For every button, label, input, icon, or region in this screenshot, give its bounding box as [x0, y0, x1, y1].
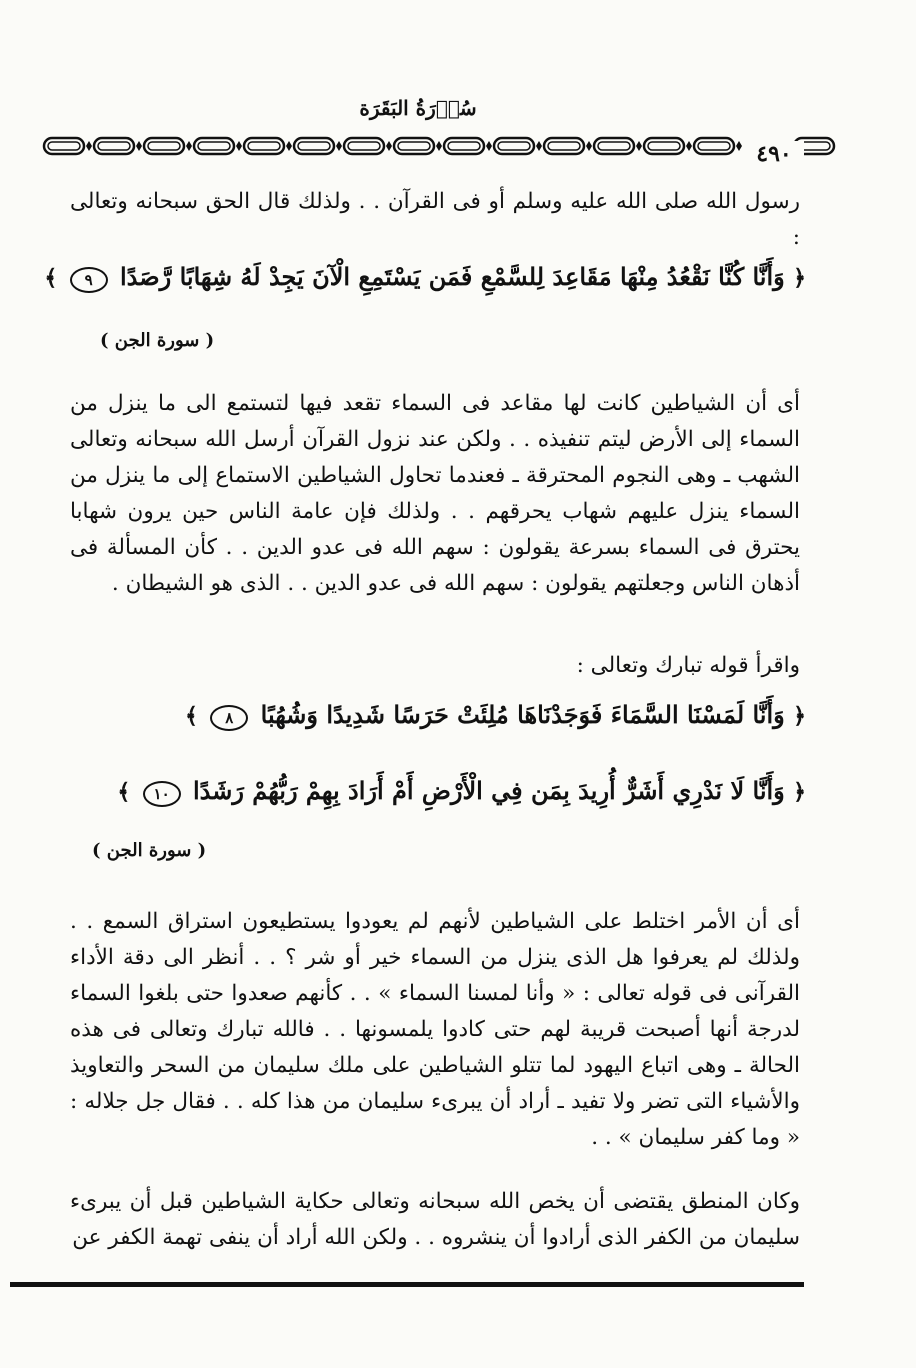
surah-reference: ( سورة الجن ): [92, 840, 207, 861]
verse-number: ٩: [70, 267, 108, 293]
verse-close-mark: ﴾: [185, 703, 198, 729]
verse-open-mark: ﴿: [793, 779, 806, 805]
surah-reference: ( سورة الجن ): [100, 330, 215, 351]
verse-text: وَأَنَّا لَمَسْنَا السَّمَاءَ فَوَجَدْنَاهَا مُلِئَتْ حَرَسًا شَدِيدًا وَشُهُبًا: [260, 700, 785, 729]
verse-block-1: [44, 262, 806, 293]
decorative-chain-border: [40, 128, 836, 164]
read-line: واقرأ قوله تبارك وتعالى :: [576, 653, 800, 678]
verse-block-3: [117, 776, 806, 807]
paragraph: أى أن الأمر اختلط على الشياطين لأنهم لم يعودوا يستطيعون استراق السمع . . ولذلك لم يعرفوا هل الذى ينزل من السماء خير أو شر ؟ . . أنظر الى دقة الأداء القرآنى فى قوله تعالى : « وأنا لمسنا السماء » . . كأنهم صعدوا حتى بلغوا السماء لدرجة أنها أصبحت قريبة لهم حتى كادوا يلمسونها . . فالله تبارك وتعالى فى هذه الحالة ـ وهى اتباع اليهود لما تتلو الشياطين على ملك سليمان من السحر والتعاويذ والأشياء التى تضر ولا تفيد ـ أراد أن يبرىء سليمان من هذا كله . . فقال جل جلاله : « وما كفر سليمان » . .: [70, 909, 800, 1150]
intro-line: رسول الله صلى الله عليه وسلم أو فى القرآن . . ولذلك قال الحق سبحانه وتعالى :: [70, 189, 800, 250]
footer-rule: [10, 1282, 804, 1287]
paragraph: أى أن الشياطين كانت لها مقاعد فى السماء تقعد فيها لتستمع الى ما ينزل من السماء إلى الأرض ليتم تنفيذه . . ولكن عند نزول القرآن أرسل الله سبحانه وتعالى الشهب ـ وهى النجوم المحترقة ـ فعندما تحاول الشياطين الاستماع إلى ما ينزل من السماء ينزل عليهم شهاب يحرقهم . . ولذلك فإن عامة الناس حين يرون شهابا يحترق فى السماء بسرعة يقولون : سهم الله فى عدو الدين . . كأن المسألة فى أذهان الناس وجعلتهم يقولون : سهم الله فى عدو الدين . . الذى هو الشيطان .: [70, 391, 800, 596]
verse-open-mark: ﴿: [793, 265, 806, 291]
page-number: ٤٩٠: [744, 141, 804, 167]
verse-number: ١٠: [143, 781, 181, 807]
verse-block-2: [185, 700, 806, 731]
verse-close-mark: ﴾: [44, 265, 58, 291]
paragraph: وكان المنطق يقتضى أن يخص الله سبحانه وتعالى حكاية الشياطين قبل أن يبرىء سليمان من الكفر الذى أرادوا أن ينشروه . . ولكن الله أراد أن ينفى تهمة الكفر عن: [70, 1189, 800, 1250]
verse-text: وَأَنَّا كُنَّا نَقْعُدُ مِنْهَا مَقَاعِدَ لِلسَّمْعِ فَمَن يَسْتَمِعِ الْآنَ يَجِدْ لَهُ شِهَابًا رَّصَدًا: [120, 262, 785, 291]
verse-open-mark: ﴿: [793, 703, 806, 729]
verse-text: وَأَنَّا لَا نَدْرِي أَشَرٌّ أُرِيدَ بِمَن فِي الْأَرْضِ أَمْ أَرَادَ بِهِمْ رَبُّهُمْ رَشَدًا: [192, 776, 785, 805]
verse-close-mark: ﴾: [117, 779, 131, 805]
verse-number: ٨: [210, 705, 248, 731]
surah-title: سُوۡرَةُ البَقَرَة: [359, 96, 477, 120]
